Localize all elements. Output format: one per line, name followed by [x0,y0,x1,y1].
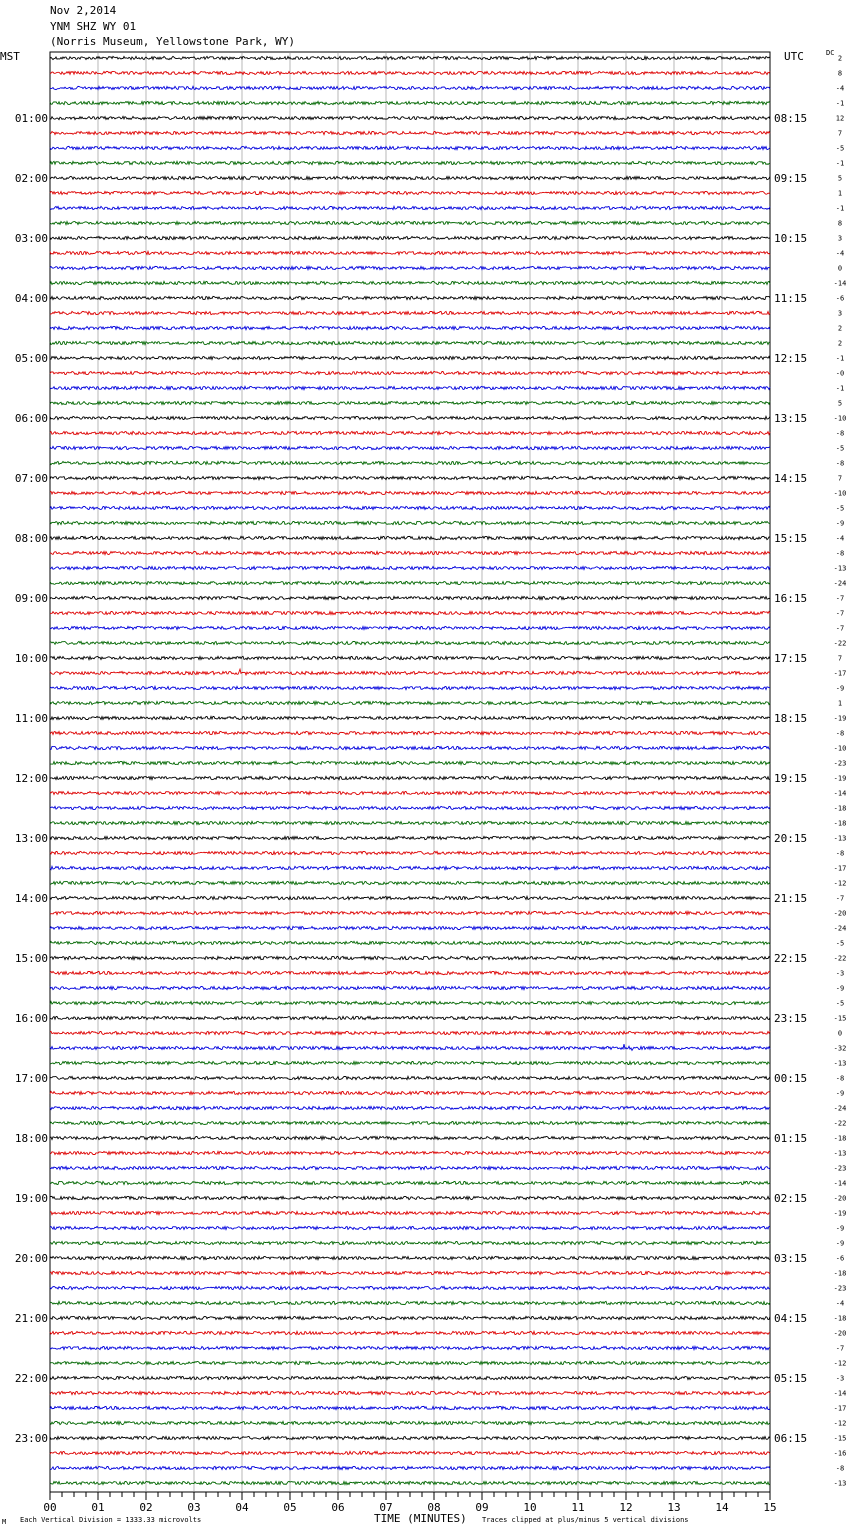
dc-offset-value: -12 [833,879,847,888]
trace-line [50,1091,770,1094]
dc-offset-value: -8 [835,459,845,468]
trace-line [50,971,770,974]
trace-line [50,1256,770,1259]
hour-label-right: 20:15 [774,832,808,845]
dc-offset-value: 3 [837,234,843,243]
dc-offset-value: -5 [835,444,845,453]
dc-offset-value: -17 [833,669,847,678]
dc-offset-value: -1 [835,99,845,108]
trace-line [50,821,770,824]
trace-line [50,341,770,344]
trace-line [50,1436,770,1439]
trace-line [50,401,770,404]
trace-line [50,911,770,914]
dc-offset-value: -14 [833,279,847,288]
dc-offset-value: -18 [833,1134,847,1143]
hour-label-left: 02:00 [14,172,48,185]
trace-line [50,206,770,209]
trace-line [50,506,770,509]
trace-line [50,251,770,254]
title-location: (Norris Museum, Yellowstone Park, WY) [50,35,296,48]
dc-offset-value: -22 [833,639,847,648]
hour-label-right: 09:15 [774,172,808,185]
hour-label-right: 04:15 [774,1312,808,1325]
dc-offset-value: -9 [835,1089,845,1098]
trace-line [50,626,770,629]
hour-label-left: 21:00 [14,1312,48,1325]
hour-label-right: 02:15 [774,1192,808,1205]
hour-label-right: 21:15 [774,892,808,905]
hour-label-right: 12:15 [774,352,808,365]
x-tick-label: 04 [235,1501,249,1514]
hour-label-right: 06:15 [774,1432,808,1445]
trace-line [50,1301,770,1304]
trace-line [50,131,770,134]
dc-offset-value: -1 [835,159,845,168]
trace-line [50,191,770,194]
hour-label-left: 23:00 [14,1432,48,1445]
trace-line [50,581,770,584]
trace-line [50,1451,770,1454]
dc-offset-value: -5 [835,504,845,513]
dc-offset-value: -7 [835,1344,845,1353]
dc-offset-value: -12 [833,1359,847,1368]
hour-label-left: 04:00 [14,292,48,305]
trace-line [50,1136,770,1139]
trace-line [50,611,770,614]
trace-line [50,551,770,554]
dc-offset-value: 0 [837,264,843,273]
trace-line [50,941,770,944]
dc-offset-value: -1 [835,384,845,393]
trace-line [50,761,770,764]
dc-offset-value: -4 [835,1299,845,1308]
trace-line [50,536,770,539]
hour-label-right: 22:15 [774,952,808,965]
dc-offset-value: -7 [835,609,845,618]
seismic-traces [50,56,770,1484]
scale-note: Each Vertical Division = 1333.33 microvolts [20,1516,202,1524]
trace-line [50,1196,770,1199]
trace-line [50,236,770,239]
trace-line [50,431,770,434]
trace-line [50,1241,770,1244]
dc-offset-value: -20 [833,1194,847,1203]
hour-label-left: 09:00 [14,592,48,605]
trace-line [50,1106,770,1109]
hour-label-right: 18:15 [774,712,808,725]
dc-offset-value: -24 [833,579,847,588]
trace-line [50,791,770,794]
dc-offset-value: -9 [835,684,845,693]
hour-label-right: 05:15 [774,1372,808,1385]
hour-label-right: 13:15 [774,412,808,425]
trace-line [50,1391,770,1394]
dc-offset-value: -10 [833,414,847,423]
trace-line [50,956,770,959]
trace-line [50,1166,770,1169]
left-timezone-label: MST [0,50,20,63]
trace-line [50,1331,770,1334]
dc-offset-value: -19 [833,774,847,783]
hour-label-left: 16:00 [14,1012,48,1025]
x-tick-label: 08 [427,1501,441,1514]
trace-line [50,86,770,89]
dc-offset-value: -18 [833,804,847,813]
dc-offset-value: -22 [833,1119,847,1128]
trace-line [50,476,770,479]
trace-line [50,1044,770,1050]
hour-label-right: 01:15 [774,1132,808,1145]
dc-offset-value: -13 [833,834,847,843]
trace-line [50,356,770,359]
hour-label-left: 13:00 [14,832,48,845]
dc-offset-value: 1 [837,699,843,708]
trace-line [50,491,770,494]
dc-offset-value: -8 [835,849,845,858]
hour-label-left: 15:00 [14,952,48,965]
trace-line [50,521,770,524]
dc-offset-value: -8 [835,549,845,558]
time-axis [43,1492,776,1514]
hour-label-left: 01:00 [14,112,48,125]
x-tick-label: 09 [475,1501,489,1514]
x-tick-label: 05 [283,1501,297,1514]
dc-offset-value: -13 [833,564,847,573]
hour-label-left: 19:00 [14,1192,48,1205]
trace-line [50,716,770,719]
dc-offset-value: 8 [837,69,843,78]
trace-line [50,371,770,374]
trace-line [50,851,770,854]
trace-line [50,1286,770,1289]
trace-line [50,176,770,179]
trace-line [50,1271,770,1274]
trace-line [50,746,770,749]
dc-offset-value: -18 [833,1314,847,1323]
x-tick-label: 00 [43,1501,57,1514]
dc-offset-value: 7 [837,654,843,663]
title-station: YNM SHZ WY 01 [50,20,137,33]
dc-offset-value: -3 [835,969,845,978]
dc-offset-value: -0 [835,369,845,378]
hour-label-left: 17:00 [14,1072,48,1085]
trace-line [50,986,770,989]
dc-offset-value: -5 [835,144,845,153]
dc-offset-value: 0 [837,1029,843,1038]
dc-offset-value: 1 [837,189,843,198]
x-axis-title: TIME (MINUTES) [374,1512,467,1525]
trace-line [50,641,770,644]
hour-label-left: 10:00 [14,652,48,665]
dc-offset-value: -13 [833,1059,847,1068]
hour-label-left: 07:00 [14,472,48,485]
trace-line [50,866,770,869]
hour-label-right: 08:15 [774,112,808,125]
hour-label-left: 18:00 [14,1132,48,1145]
dc-offset-value: -23 [833,1164,847,1173]
hour-label-right: 23:15 [774,1012,808,1025]
trace-line [50,146,770,149]
dc-offset-value: -4 [835,249,845,258]
dc-offset-value: -6 [835,294,845,303]
trace-line [50,896,770,899]
dc-offset-value: -7 [835,624,845,633]
dc-offset-value: -8 [835,429,845,438]
dc-offset-value: -8 [835,1074,845,1083]
dc-offset-value: 2 [837,54,843,63]
trace-line [50,326,770,329]
hour-label-left: 22:00 [14,1372,48,1385]
trace-line [50,296,770,299]
x-tick-label: 07 [379,1501,393,1514]
dc-offset-value: -18 [833,819,847,828]
trace-line [50,881,770,884]
trace-line [50,1346,770,1349]
dc-offset-value: -7 [835,594,845,603]
trace-line [50,806,770,809]
trace-line [50,1376,770,1379]
trace-line [50,566,770,569]
dc-offset-value: -19 [833,714,847,723]
trace-line [50,1121,770,1124]
clip-note: Traces clipped at plus/minus 5 vertical divisions [482,1516,689,1524]
dc-offset-value: 12 [835,114,845,123]
dc-offset-value: -9 [835,1239,845,1248]
trace-line [50,1016,770,1019]
trace-line [50,386,770,389]
trace-line [50,1076,770,1079]
hour-label-left: 12:00 [14,772,48,785]
dc-offset-value: -13 [833,1149,847,1158]
trace-line [50,161,770,164]
dc-offset-value: -20 [833,909,847,918]
trace-line [50,926,770,929]
dc-offset-value: 7 [837,474,843,483]
dc-offset-value: -24 [833,924,847,933]
trace-line [50,1316,770,1319]
dc-offset-value: -8 [835,729,845,738]
title-date: Nov 2,2014 [50,4,117,17]
trace-line [50,686,770,689]
dc-offset-value: 2 [837,339,843,348]
dc-offset-value: -23 [833,1284,847,1293]
trace-line [50,416,770,419]
trace-line [50,776,770,779]
dc-offset-value: -16 [833,1449,847,1458]
hour-label-right: 19:15 [774,772,808,785]
dc-offset-value: -15 [833,1434,847,1443]
trace-line [50,1466,770,1469]
trace-line [50,266,770,269]
trace-line [50,101,770,104]
dc-offset-value: -23 [833,759,847,768]
x-tick-label: 13 [667,1501,681,1514]
trace-line [50,71,770,74]
hour-label-right: 14:15 [774,472,808,485]
hour-label-left: 05:00 [14,352,48,365]
dc-offset-value: -4 [835,84,845,93]
trace-line [50,446,770,449]
hour-label-left: 08:00 [14,532,48,545]
dc-offset-value: -13 [833,1479,847,1488]
dc-offset-header: DC [826,49,835,57]
trace-line [50,1151,770,1154]
x-tick-label: 15 [763,1501,777,1514]
dc-offset-value: -32 [833,1044,847,1053]
trace-line [50,656,770,659]
trace-line [50,596,770,599]
trace-line [50,311,770,314]
trace-line [50,669,770,675]
right-timezone-label: UTC [784,50,804,63]
x-tick-label: 12 [619,1501,633,1514]
dc-offset-value: -3 [835,1374,845,1383]
trace-line [50,1481,770,1484]
trace-line [50,1181,770,1184]
trace-line [50,461,770,464]
trace-line [50,836,770,839]
x-tick-label: 03 [187,1501,201,1514]
dc-offset-value: -9 [835,1224,845,1233]
hour-label-right: 11:15 [774,292,808,305]
dc-offset-value: -18 [833,1269,847,1278]
dc-offset-value: 3 [837,309,843,318]
hour-label-right: 15:15 [774,532,808,545]
hour-label-left: 14:00 [14,892,48,905]
trace-line [50,731,770,734]
x-tick-label: 02 [139,1501,153,1514]
dc-offset-value: -15 [833,1014,847,1023]
x-tick-label: 06 [331,1501,345,1514]
dc-offset-value: -7 [835,894,845,903]
dc-offset-value: -5 [835,939,845,948]
hour-label-right: 16:15 [774,592,808,605]
dc-offset-value: 8 [837,219,843,228]
dc-offset-value: -20 [833,1329,847,1338]
dc-offset-value: -9 [835,519,845,528]
trace-line [50,1226,770,1229]
dc-offset-value: -8 [835,1464,845,1473]
dc-offset-value: -24 [833,1104,847,1113]
hour-label-right: 10:15 [774,232,808,245]
corner-mark: M [2,1518,7,1526]
dc-offset-value: -12 [833,1419,847,1428]
dc-offset-value: -6 [835,1254,845,1263]
dc-offset-value: -17 [833,1404,847,1413]
dc-offset-value: -5 [835,999,845,1008]
trace-line [50,701,770,704]
dc-offset-value: 2 [837,324,843,333]
x-tick-label: 01 [91,1501,105,1514]
x-tick-label: 11 [571,1501,585,1514]
trace-line [50,1361,770,1364]
trace-line [50,221,770,224]
trace-line [50,1031,770,1034]
dc-offset-value: -9 [835,984,845,993]
dc-offset-value: 5 [837,174,843,183]
dc-offset-value: 7 [837,129,843,138]
hour-label-left: 20:00 [14,1252,48,1265]
hour-label-right: 00:15 [774,1072,808,1085]
hour-label-left: 06:00 [14,412,48,425]
dc-offset-value: -10 [833,489,847,498]
trace-line [50,1211,770,1214]
dc-offset-value: -14 [833,1179,847,1188]
trace-line [50,1421,770,1424]
dc-offset-value: -10 [833,744,847,753]
hour-label-right: 03:15 [774,1252,808,1265]
trace-line [50,116,770,119]
trace-line [50,1061,770,1064]
dc-offset-value: 5 [837,399,843,408]
trace-line [50,1001,770,1004]
dc-offset-value: -1 [835,354,845,363]
trace-line [50,1406,770,1409]
x-tick-label: 10 [523,1501,537,1514]
dc-offset-value: -1 [835,204,845,213]
dc-offset-value: -14 [833,789,847,798]
dc-offset-value: -4 [835,534,845,543]
dc-offset-value: -19 [833,1209,847,1218]
trace-line [50,56,770,59]
x-tick-label: 14 [715,1501,729,1514]
dc-offset-value: -17 [833,864,847,873]
hour-label-left: 11:00 [14,712,48,725]
trace-line [50,281,770,284]
dc-offset-value: -22 [833,954,847,963]
hour-label-left: 03:00 [14,232,48,245]
hour-label-right: 17:15 [774,652,808,665]
dc-offset-value: -14 [833,1389,847,1398]
